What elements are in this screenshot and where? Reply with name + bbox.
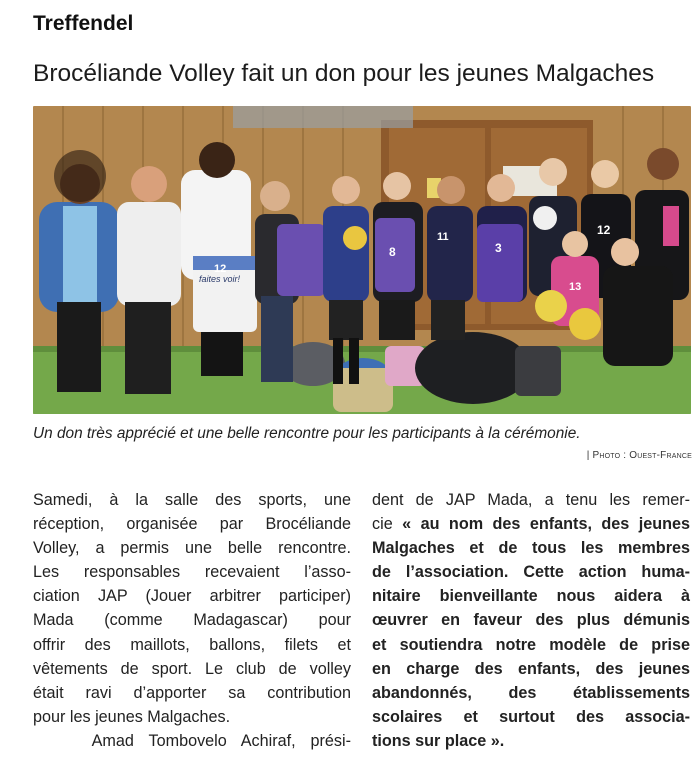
- body-line: réception, organisée par Brocéliande: [33, 515, 351, 534]
- photo-credit: [587, 450, 692, 461]
- photo-credit-text: | Photo : Ouest-France: [586, 450, 692, 461]
- body-line: ciation JAP (Jouer arbitrer participer): [33, 587, 351, 606]
- quote-line: de l’association. Cette action huma-: [372, 563, 690, 582]
- photo-caption: Un don très apprécié et une belle rencontre pour les participants à la cérémonie.: [33, 425, 581, 442]
- article-photo: [33, 106, 691, 414]
- article-column-2: [372, 488, 690, 753]
- jersey-number-4: 12: [597, 223, 611, 237]
- body-text: cie: [372, 515, 393, 534]
- jersey-number-5: 11: [437, 231, 449, 243]
- team-photo-illustration: [33, 106, 691, 414]
- quote-line: Malgaches et de tous les membres: [372, 539, 690, 558]
- article-headline: Brocéliande Volley fait un don pour les jeunes Malgaches: [33, 60, 655, 87]
- body-line: vêtements de sport. Le club de volley: [33, 659, 351, 678]
- quote-line: en charge des enfants, des jeunes: [372, 659, 690, 678]
- body-line: pour les jeunes Malgaches.: [33, 707, 231, 726]
- body-line: dent de JAP Mada, a tenu les remer-: [372, 491, 690, 509]
- body-line: Samedi, à la salle des sports, une: [33, 491, 351, 509]
- section-kicker: Treffendel: [33, 12, 134, 35]
- quote-text: « au nom des enfants, des jeunes: [402, 515, 690, 534]
- quote-line: tions sur place ».: [372, 731, 505, 750]
- jersey-number-6: 13: [569, 281, 582, 293]
- jersey-number-3: 3: [495, 241, 502, 255]
- body-line: Les responsables recevaient l’asso-: [33, 563, 351, 582]
- quote-line: abandonnés, des établissements: [372, 683, 690, 702]
- quote-line: et soutiendra notre modèle de prise: [372, 635, 690, 654]
- jersey-number-2: 8: [389, 245, 396, 259]
- body-line: offrir des maillots, ballons, filets et: [33, 635, 351, 654]
- jersey-number-1: 12: [214, 263, 227, 275]
- quote-line: œuvrer en faveur des plus démunis: [372, 611, 690, 630]
- quote-line: scolaires et surtout des associa-: [372, 707, 690, 726]
- article-column-1: [33, 488, 351, 753]
- body-line-mixed: [372, 512, 690, 536]
- body-line: Mada (comme Madagascar) pour: [33, 611, 351, 630]
- jersey-sponsor-text: faites voir!: [199, 274, 241, 284]
- body-line: Volley, a permis une belle rencontre.: [33, 539, 351, 558]
- quote-line: nitaire bienveillante nous aidera à: [372, 587, 690, 606]
- body-line: était ravi d’apporter sa contribution: [33, 683, 351, 702]
- body-line: Amad Tombovelo Achiraf, prési-: [33, 731, 351, 750]
